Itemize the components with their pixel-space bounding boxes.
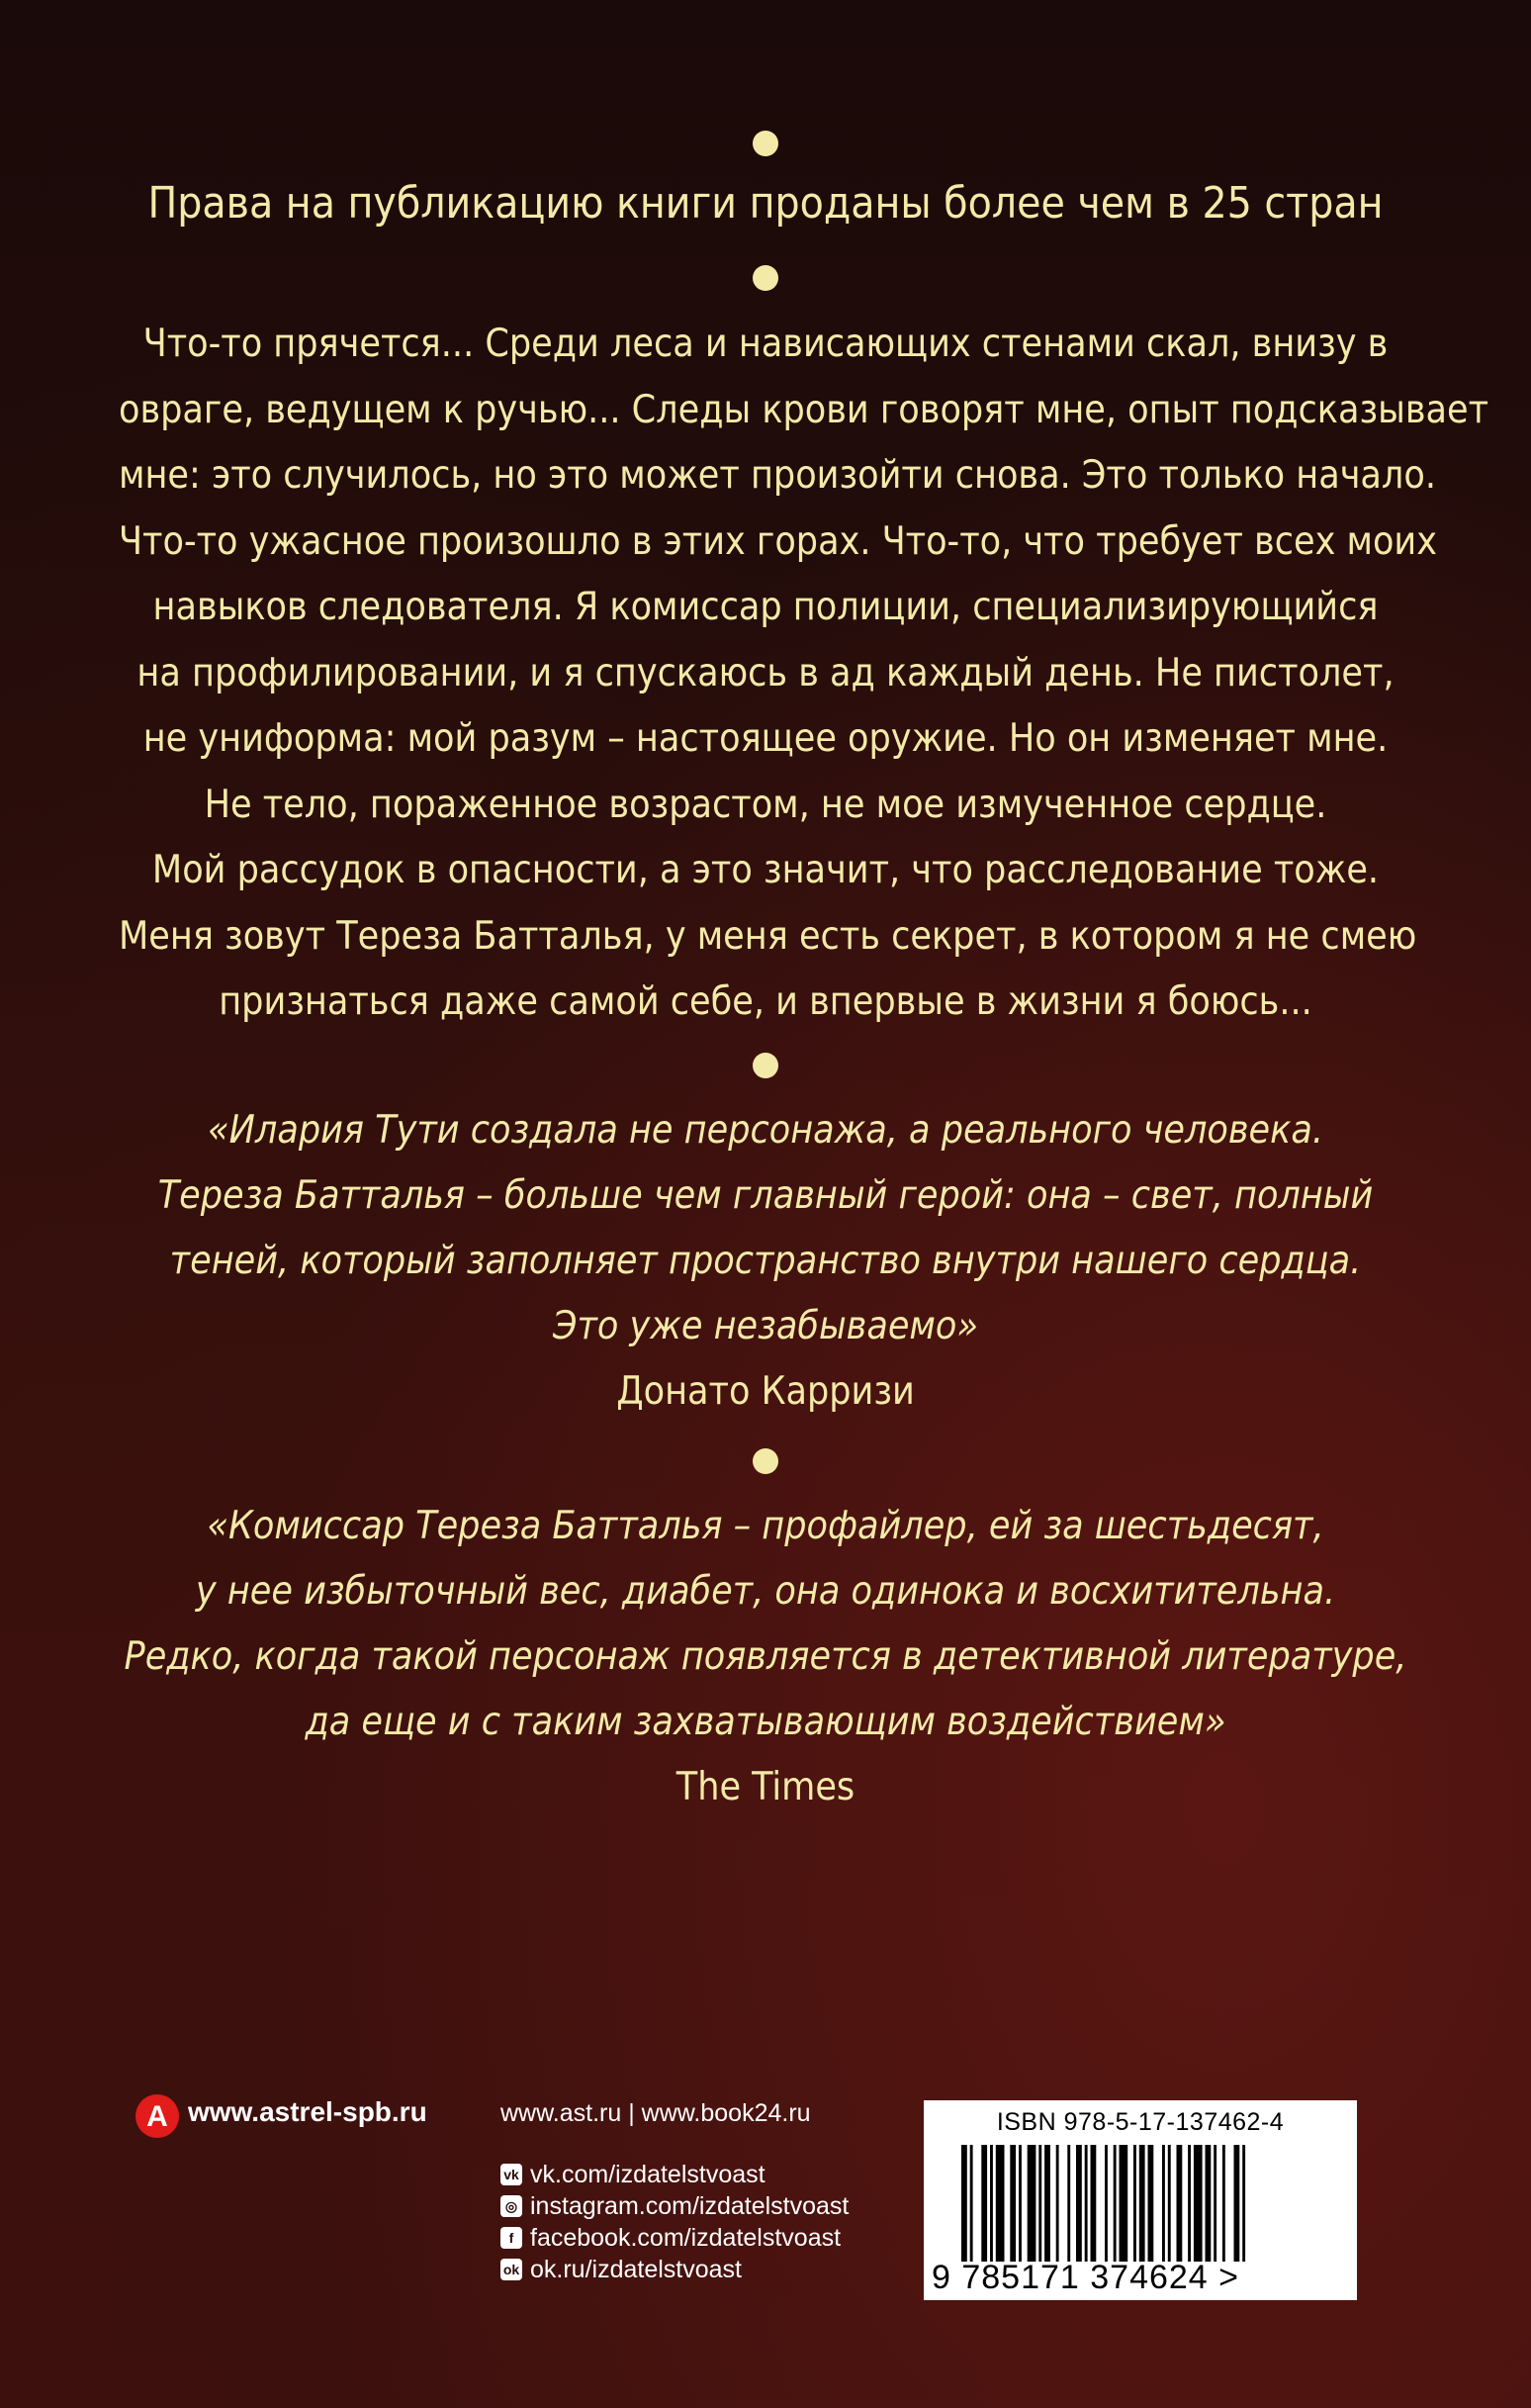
barcode-bar (1038, 2145, 1041, 2262)
barcode-bar (1139, 2145, 1145, 2262)
vk-icon: vk (500, 2164, 522, 2185)
barcode-bar (1234, 2145, 1240, 2262)
odnoklassniki-icon: ok (500, 2259, 522, 2280)
social-label: instagram.com/izdatelstvoast (530, 2191, 850, 2220)
barcode-bar (961, 2145, 967, 2262)
social-label: vk.com/izdatelstvoast (530, 2160, 766, 2188)
facebook-icon: f (500, 2227, 522, 2249)
quote-author: Донато Карризи (616, 1369, 915, 1414)
bullet-dot (753, 131, 778, 156)
social-vk-link[interactable] (500, 2160, 955, 2189)
blurb-line: Что-то прячется... Среди леса и нависающих стенами скал, внизу в (142, 322, 1389, 366)
barcode-bar (996, 2145, 1005, 2262)
quote-line: Тереза Батталья – больше чем главный герой: она – свет, полный (157, 1173, 1374, 1218)
social-instagram-link[interactable] (500, 2191, 955, 2221)
barcode-bar (1188, 2145, 1191, 2262)
barcode-bar (1206, 2145, 1212, 2262)
astrel-logo-icon: A (135, 2094, 179, 2138)
barcode-bar (1105, 2145, 1108, 2262)
blurb-line: на профилировании, и я спускаюсь в ад каждый день. Не пистолет, (136, 650, 1395, 695)
blurb-line: Меня зовут Тереза Батталья, у меня есть секрет, в котором я не смею (119, 913, 1417, 959)
bullet-dot (753, 1053, 778, 1078)
blurb-line: овраге, ведущем к ручью... Следы крови говорят мне, опыт подсказывает (119, 387, 1489, 432)
bullet-dot (753, 265, 778, 291)
social-label: ok.ru/izdatelstvoast (530, 2255, 742, 2283)
barcode-bar (1091, 2145, 1097, 2262)
barcode-bar (1056, 2145, 1059, 2262)
barcode-bar (1028, 2145, 1036, 2262)
barcode-bar (1076, 2145, 1082, 2262)
astrel-url-link[interactable]: www.astrel-spb.ru (188, 2096, 427, 2127)
blurb-line: мне: это случилось, но это может произойти снова. Это только начало. (119, 453, 1436, 498)
barcode-bar (1194, 2145, 1203, 2262)
isbn-label: ISBN 978-5-17-137462-4 (996, 2108, 1285, 2136)
barcode-bar (1222, 2145, 1225, 2262)
social-facebook-link[interactable] (500, 2223, 955, 2253)
blurb-line: Что-то ужасное произошло в этих горах. Что-то, что требует всех моих (119, 518, 1437, 564)
barcode-panel (924, 2100, 1357, 2300)
quote-times (119, 1494, 1412, 1820)
barcode-bar (1214, 2145, 1216, 2262)
quote-line: Это уже незабываемо» (552, 1304, 979, 1348)
barcode-bar (1120, 2145, 1128, 2262)
barcode-bar (1162, 2145, 1165, 2262)
blurb-line: Мой рассудок в опасности, а это значит, что расследование тоже. (151, 848, 1380, 892)
quote-author: The Times (675, 1765, 856, 1809)
barcode-bar (1044, 2145, 1050, 2262)
quote-line: теней, который заполняет пространство внутри нашего сердца. (169, 1239, 1362, 1283)
barcode-bar (1114, 2145, 1117, 2262)
quote-line: Редко, когда такой персонаж появляется в детективной литературе, (124, 1634, 1407, 1679)
quote-line: да еще и с таким захватывающим воздействием» (305, 1700, 1226, 1744)
quote-line: «Комиссар Тереза Батталья – профайлер, ей за шестьдесят, (207, 1504, 1324, 1548)
barcode-bar (1242, 2145, 1245, 2262)
quote-carrisi (119, 1098, 1412, 1425)
headline: Права на публикацию книги проданы более чем в 25 стран (147, 178, 1384, 229)
bullet-dot (753, 1448, 778, 1474)
barcode-bar (981, 2145, 987, 2262)
blurb-line: Не тело, пораженное возрастом, не мое измученное сердце. (204, 782, 1327, 827)
barcode-bar (1085, 2145, 1088, 2262)
blurb (119, 312, 1489, 1036)
barcode-bar (1133, 2145, 1136, 2262)
social-ok-link[interactable] (500, 2255, 955, 2284)
barcode-bar (990, 2145, 993, 2262)
quote-line: у нее избыточный вес, диабет, она одинока и восхитительна. (195, 1569, 1336, 1614)
blurb-line: не униформа: мой разум – настоящее оружие. Но он изменяет мне. (142, 716, 1389, 761)
barcode-bar (1177, 2145, 1183, 2262)
barcode-bar (970, 2145, 973, 2262)
blurb-line: навыков следователя. Я комиссар полиции, специализирующийся (152, 585, 1379, 629)
barcode-bar (1148, 2145, 1154, 2262)
instagram-icon: ◎ (500, 2195, 522, 2217)
barcode-bars (961, 2145, 1327, 2262)
barcode-bar (1067, 2145, 1070, 2262)
barcode-bar (1010, 2145, 1016, 2262)
barcode-digits: 9 785171 374624 > (932, 2259, 1240, 2296)
barcode-bar (1168, 2145, 1171, 2262)
blurb-line: признаться даже самой себе, и впервые в жизни я боюсь... (219, 979, 1312, 1024)
barcode-bar (1019, 2145, 1022, 2262)
social-label: facebook.com/izdatelstvoast (530, 2223, 842, 2252)
web-urls-link[interactable]: www.ast.ru | www.book24.ru (500, 2099, 811, 2127)
quote-line: «Илария Тути создала не персонажа, а реального человека. (208, 1108, 1323, 1153)
